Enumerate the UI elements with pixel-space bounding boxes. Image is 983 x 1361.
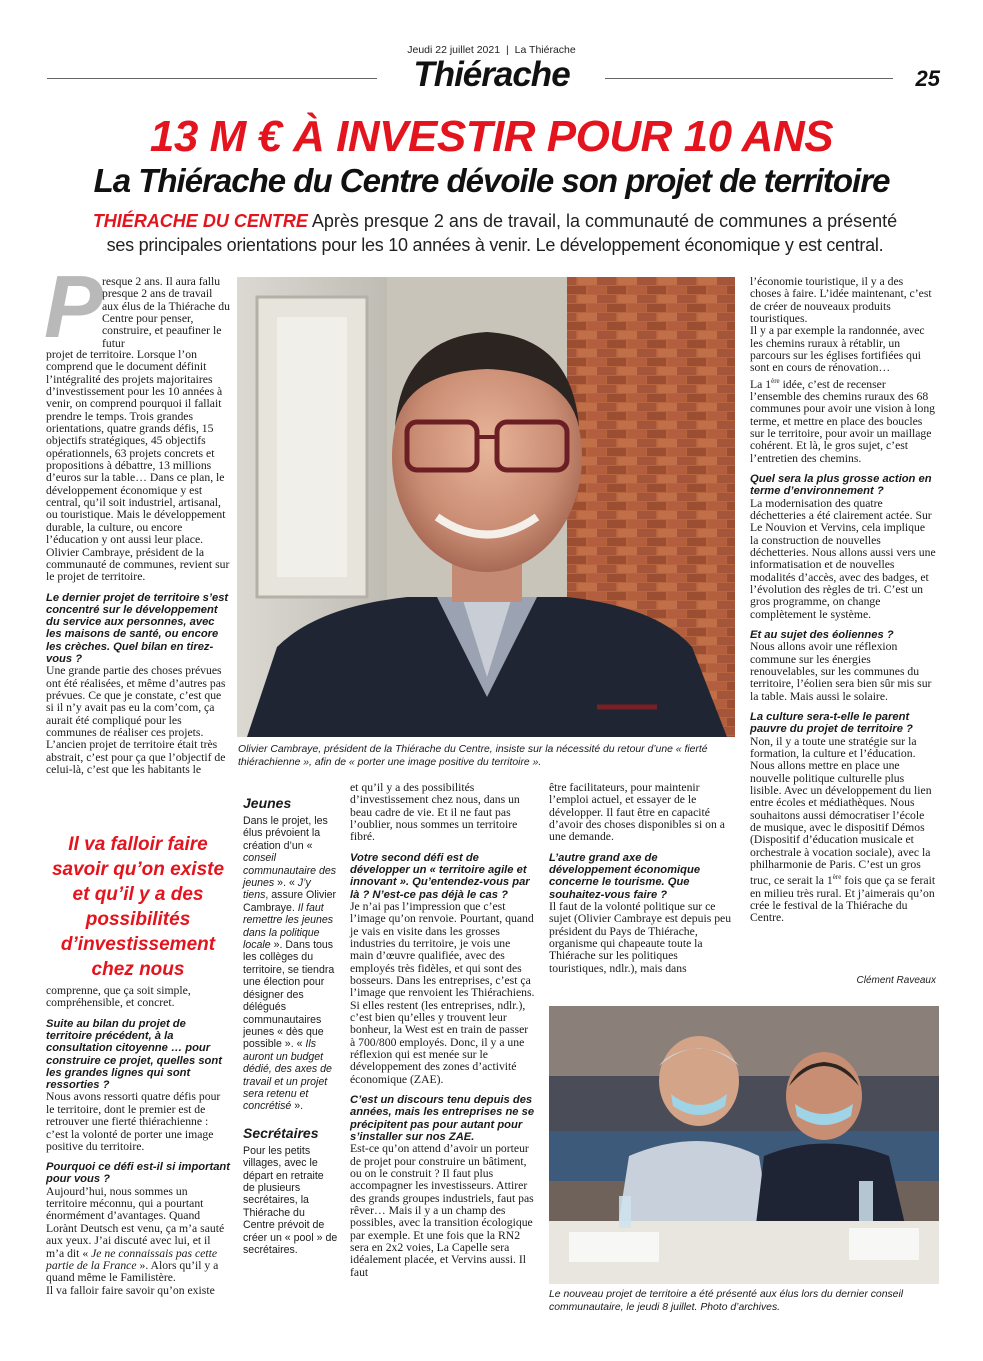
header-rule-left [47, 78, 377, 79]
col5-a3b: idée, c’est de recenser l’ensemble des chemins ruraux des 68 communes pour avoir une vision à long terme, et mettre en place des boucles sur le territoire, pour avoir un maillage cohérent. Et là, le gros sujet, c’est l’entretien des chemins. [750, 377, 936, 465]
jeunes-i1: conseil communautaire des jeunes [243, 852, 337, 890]
article-column-1-intro [102, 276, 230, 350]
article-question: Pourquoi ce défi est-il si important pour vous ? [46, 1161, 230, 1186]
jeunes-i2: J’y tiens [243, 877, 311, 902]
signature: Clément Raveaux [856, 975, 936, 986]
article-question: Suite au bilan du projet de territoire précédent, à la consultation citoyenne … pour construire ce projet, quelles sont les grandes lignes qui sont ressorties ? [46, 1017, 222, 1092]
article-answer [750, 736, 936, 925]
article-answer-b: ». Alors qu’il y a quand même le Familistère. [46, 1258, 219, 1285]
article-answer: Est-ce qu’on attend d’avoir un porteur de projet pour construire un bâtiment, ou on le construit ? Il faut plus accompagner les investisseurs. Attirer des grands groupes industriels, faut pas rêver… Mais il y a un champ des possibles, avec la transition écologique par exemple. Et une fois que la RN2 sera en 2x2 voies, La Capelle sera idéalement placée, et Vervins aussi. Il faut [350, 1142, 534, 1279]
article-answer: Il y a par exemple la randonnée, avec les chemins ruraux à rétablir, un parcours sur les églises fortifiées qui sont en cours de rénovation… [750, 324, 925, 375]
meeting-caption: Le nouveau projet de territoire a été présenté aux élus lors du dernier conseil communautaire, le jeudi 8 juillet. Photo d’archives. [549, 1289, 904, 1313]
article-question: C’est un discours tenu depuis des années, mais les entreprises ne se précipitent pas pour autant pour s’installer sur nos ZAE. [350, 1094, 535, 1143]
article-answer: l’économie touristique, il y a des choses à faire. L’idée maintenant, c’est de créer de nouveaux produits touristiques. [750, 275, 932, 326]
article-answer: Je n’ai pas l’impression que c’est l’image qu’on renvoie. Pourtant, quand je vais en visite dans les grosses industries du territoire, je vois une main d’œuvre qualifiée, avec des employés très fidèles, et qui sont des bosseurs. Dans les entreprises, c’est ça l’image que renvoient les Thiérachiens. Si elles restent (les entreprises, ndlr.), c’est bien qu’elles y trouvent leur bonheur, la West est en train de passer à 700/800 employés. Donc, il y a une réflexion qui est menée sur le développement des zones d’activité économique (ZAE). [350, 899, 535, 1086]
article-paragraph: projet de territoire. Lorsque l’on comprend que le document définit l’intégralité des projets majoritaires d’investissement pour les 10 années à venir, on comprend pourquoi il fallait prendre le temps. Trois grandes orientations, quatre grands défis, 15 objectifs stratégiques, 45 objectifs opérationnels, 63 projets concrets et propositions à débattre, 13 millions d’euros sur la table… Dans ce plan, le développement économique y est central, qu’il soit industriel, artisanal, ou touristique. Mais le développement durable, la culture, ou encore l’éducation y ont aussi leur place. Olivier Cambraye, président de la communauté de communes, revient sur le projet de territoire. [46, 348, 230, 584]
sidebar-text-jeunes [243, 815, 338, 1113]
article-answer: Il va falloir faire savoir qu’on existe [46, 1283, 215, 1297]
jeunes-a: Dans le projet, les élus prévoient la création d’un « [243, 815, 328, 852]
article-column-5 [750, 276, 936, 925]
meeting-photo [549, 1006, 939, 1284]
header-rule-right [605, 78, 893, 79]
portrait-photo [237, 277, 735, 737]
jeunes-c: , assure Olivier Cambraye. [243, 889, 337, 914]
col5-a6b: fois que ça se ferait en milieu très rural. Et j’aimerais qu’on crée le festival de la Thiérache du Centre. [750, 874, 936, 925]
article-question: L’autre grand axe de développement économique concerne le tourisme. Que souhaitez-vous faire ? [549, 851, 701, 901]
article-column-3 [350, 782, 536, 1279]
jeunes-i4: Ils auront un budget dédié, des axes de travail et un projet sera retenu et concrétisé [243, 1038, 332, 1113]
pull-quote: Il va falloir faire savoir qu’on existe et qu’il y a des possibilités d’investissement chez nous [51, 834, 225, 980]
article-intro-text: resque 2 ans. Il aura fallu presque 2 ans de travail aux élus de la Thiérache du Centre pour penser, construire, et peaufiner le futur [102, 275, 230, 350]
article-question: Et au sujet des éoliennes ? [750, 629, 894, 642]
jeunes-b: ». « [277, 877, 295, 890]
col5-a6-sup: ère [832, 873, 842, 882]
sidebar [243, 795, 338, 1256]
article-column-1-lower [46, 985, 230, 1297]
article-question: Quel sera la plus grosse action en terme d’environnement ? [750, 473, 932, 498]
sidebar-title-secretaires: Secrétaires [243, 1124, 319, 1141]
header-separator: | [505, 44, 509, 56]
section-title: Thiérache [413, 55, 570, 94]
col5-a6a: Non, il y a toute une stratégie sur la formation, la culture et l’éducation. Nous allons mettre en place une nouvelle politique culturelle plus lisible. Avec un développement du lien entre écoles et médiathèques. Nous souhaitons aussi démocratiser l’école de musique, avec le dispositif Démos (Dispositif d’éducation musicale et orchestrale à vocation sociale), avec la philharmonie de Paris. C’est un gros truc, ce serait la 1 [750, 734, 932, 888]
article-answer: Une grande partie des choses prévues ont été réalisées, et même d’autres pas prévues. Ce que je constate, c’est que si il n’y avait pas eu la com’com, ça aurait été compliqué pour les communes de réaliser ces projets. L’ancien projet de territoire était très abstrait, c’est pour ça que l’objectif de celui-là, c’est que les habitants le [46, 664, 226, 777]
headline-title: 13 M € À INVESTIR POUR 10 ANS [149, 112, 834, 161]
article-answer: être facilitateurs, pour maintenir l’emploi actuel, et essayer de le développer. Il faut être en capacité d’avoir des choses disponibles si on a une demande. [549, 781, 725, 844]
col5-a3-sup: ère [771, 376, 780, 385]
article-question: Votre second défi est de développer un « territoire agile et innovant ». Qu’entendez-vous par là ? N’est-ce pas déjà le cas ? [350, 851, 530, 901]
portrait-photo-image [237, 277, 735, 737]
article-column-4 [549, 782, 737, 975]
article-answer-a: Aujourd’hui, nous sommes un territoire méconnu, qui a pourtant énormément d’avantages. Quand Lorànt Deutsch est venu, ça m’a sauté aux yeux. J’ai discuté avec lui, et il m’a dit « [46, 1184, 225, 1260]
article-question: Le dernier projet de territoire s’est concentré sur le développement du service aux personnes, avec les maisons de santé, ou encore les crèches. Quel bilan en tirez-vous ? [46, 591, 229, 666]
page-number: 25 [915, 66, 940, 91]
header-date: Jeudi 22 juillet 2021 [407, 44, 501, 56]
lead-line-1 [30, 209, 960, 233]
sidebar-title-jeunes: Jeunes [243, 795, 292, 811]
article-answer-cont: comprenne, que ça soit simple, compréhensible, et concret. [46, 984, 191, 1010]
dropcap: P [44, 257, 103, 356]
article-answer: Nous avons ressorti quatre défis pour le territoire, dont le premier est de retrouver une fierté thiérachienne : c’est la volonté de porter une image positive du territoire. [46, 1090, 221, 1153]
meeting-photo-image [549, 1006, 939, 1284]
article-answer-quote: Je ne connaissais pas cette partie de la France [46, 1246, 218, 1272]
article-answer: La modernisation des quatre déchetteries a été clairement actée. Sur Le Nouvion et Vervins, cela implique la construction de nouvelles déchetteries. Nous allons aussi vers une informatisation et de nouvelles modalités d’accès, avec des badges, et l’évolution des règles de tri. C’est un gros programme, on change complètement le système. [750, 496, 936, 621]
lead-paragraph [30, 209, 960, 257]
lead-text-2: ses principales orientations pour les 10 années à venir. Le développement économique y est central. [106, 235, 884, 255]
article-answer [750, 375, 936, 465]
article-answer: Nous allons avoir une réflexion commune sur les énergies renouvelables, sur les communes du territoire, l’éolien sera bien sûr mis sur la table. Mais aussi le solaire. [750, 640, 932, 703]
article-answer: Il faut de la volonté politique sur ce sujet (Olivier Cambraye est depuis peu président du Pays de Thiérache, organisme qui chapeaute toute la Thiérache sur les politiques touristiques, ndlr.), mais dans [549, 899, 732, 975]
article-answer [46, 1186, 230, 1285]
headline-subtitle: La Thiérache du Centre dévoile son projet de territoire [93, 162, 890, 199]
article-answer: et qu’il y a des possibilités d’investissement chez nous, dans un beau cadre de vie. Et il ne faut pas l’oublier, nous sommes un territoire fibré. [350, 781, 520, 844]
portrait-caption: Olivier Cambraye, président de la Thiérache du Centre, insiste sur la nécessité du retour d’une « fierté thiérachienne », afin de « porter une image positive du territoire ». [238, 744, 708, 768]
col5-a3a: La 1 [750, 377, 772, 391]
article-column-1 [46, 349, 230, 776]
sidebar-text-secretaires: Pour les petits villages, avec le départ en retraite de plusieurs secrétaires, la Thiérache du Centre prévoit de créer un « pool » de secrétaires. [243, 1144, 338, 1256]
header-newspaper: La Thiérache [514, 44, 576, 56]
lead-text-1: Après presque 2 ans de travail, la communauté de communes a présenté [311, 211, 898, 231]
lead-kicker: THIÉRACHE DU CENTRE [92, 211, 308, 231]
article-question: La culture sera-t-elle le parent pauvre du projet de territoire ? [750, 711, 913, 736]
jeunes-d: ». Dans tous les collèges du territoire, se tiendra une élection pour désigner des délégués communautaires jeunes « dès que possible ». « [243, 939, 335, 1051]
jeunes-e: ». [294, 1100, 304, 1113]
jeunes-i3: Il faut remettre les jeunes dans la politique locale [243, 901, 334, 952]
